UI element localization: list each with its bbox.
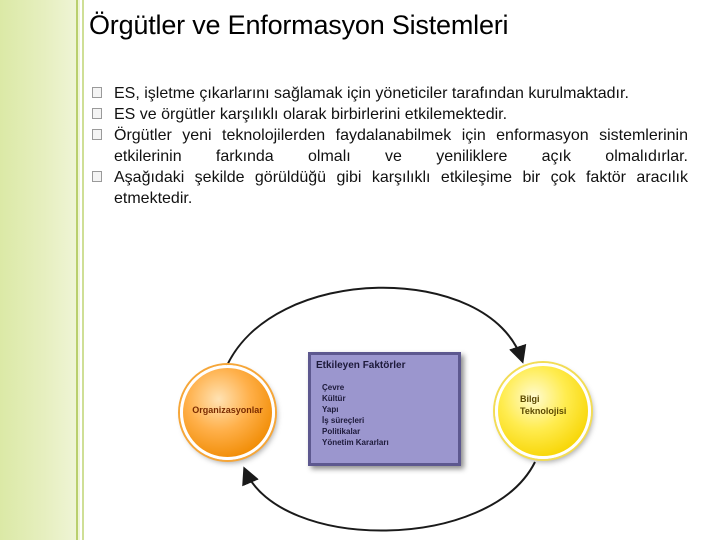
bullet-item bbox=[92, 125, 688, 167]
factor-item: Çevre bbox=[322, 383, 345, 392]
bullet-item bbox=[92, 104, 688, 125]
bullet-text: Aşağıdaki şekilde görüldüğü gibi karşılıklı etkileşime bir çok faktör aracılık etmektedir. bbox=[114, 169, 688, 207]
organizations-node bbox=[180, 365, 275, 460]
information-technology-node bbox=[495, 363, 591, 459]
bullet-text: ES ve örgütler karşılıklı olarak birbirlerini etkilemektedir. bbox=[114, 106, 508, 123]
bullet-text: ES, işletme çıkarlarını sağlamak için yöneticiler tarafından kurulmaktadır. bbox=[114, 85, 629, 102]
bullet-list bbox=[92, 83, 688, 209]
factor-item: İş süreçleri bbox=[322, 416, 365, 425]
factor-item: Yönetim Kararları bbox=[322, 438, 389, 447]
decorative-side-line bbox=[76, 0, 78, 540]
factor-item: Politikalar bbox=[322, 427, 361, 436]
technology-label-line1: Bilgi bbox=[520, 394, 540, 404]
factors-title: Etkileyen Faktörler bbox=[316, 360, 406, 371]
bullet-item bbox=[92, 83, 688, 104]
bottom-arrow bbox=[245, 462, 535, 531]
bullet-item bbox=[92, 167, 688, 209]
factors-list bbox=[322, 382, 389, 448]
decorative-side-line bbox=[82, 0, 84, 540]
bullet-icon bbox=[92, 171, 102, 182]
bullet-icon bbox=[92, 108, 102, 119]
bullet-text: Örgütler yeni teknolojilerden faydalanabilmek için enformasyon sistemlerinin etkilerinin farkında olmalı ve yeniliklere açık olmalıdırlar. bbox=[114, 127, 688, 165]
technology-label-line2: Teknolojisi bbox=[520, 406, 567, 416]
slide-title: Örgütler ve Enformasyon Sistemleri bbox=[89, 10, 509, 40]
interaction-diagram bbox=[170, 272, 600, 536]
information-technology-label bbox=[520, 393, 580, 417]
factor-item: Yapı bbox=[322, 405, 339, 414]
factor-item: Kültür bbox=[322, 394, 346, 403]
bullet-icon bbox=[92, 87, 102, 98]
influencing-factors-box bbox=[308, 352, 461, 466]
organizations-label: Organizasyonlar bbox=[192, 405, 263, 415]
decorative-side-strip bbox=[0, 0, 80, 540]
bullet-icon bbox=[92, 129, 102, 140]
